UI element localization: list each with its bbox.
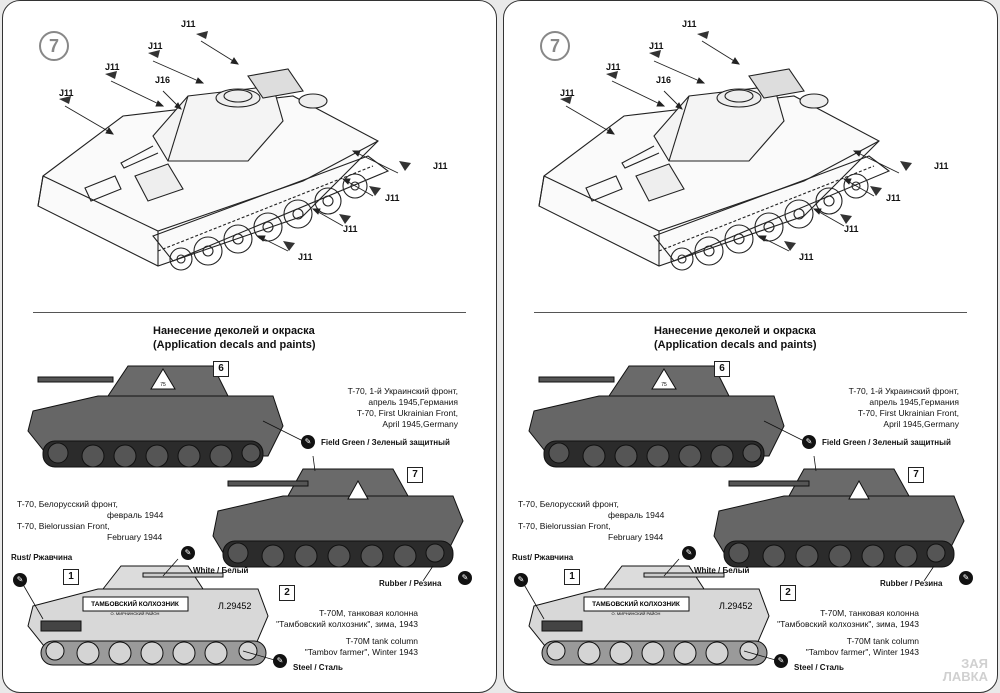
part-label-j11: J11 bbox=[105, 62, 120, 72]
instruction-sheet-right bbox=[503, 0, 998, 693]
instruction-sheet-left bbox=[2, 0, 497, 693]
paint-rubber-label: Rubber / Резина bbox=[880, 579, 943, 588]
paint-icon: ✎ bbox=[774, 654, 788, 668]
part-label-j16: J16 bbox=[155, 75, 171, 85]
decal-number-box: 1 bbox=[564, 569, 580, 585]
tank2-caption: T-70, Белорусский фронт, февраль 1944 T-70, Bielorussian Front, February 1944 bbox=[518, 499, 665, 542]
section-title: Нанесение деколей и окраска (Application decals and paints) bbox=[153, 325, 316, 351]
paint-field-green-label: Field Green / Зеленый защитный bbox=[822, 438, 951, 447]
section-title: Нанесение деколей и окраска (Application decals and paints) bbox=[654, 325, 817, 351]
part-label-j11: J11 bbox=[433, 161, 448, 171]
svg-text:О. МИРНИНСКИЙ РАЙОН: О. МИРНИНСКИЙ РАЙОН bbox=[611, 611, 661, 616]
step-number-badge: 7 bbox=[39, 31, 69, 61]
tank-profile-1 bbox=[28, 366, 283, 467]
paint-rust-label: Rust/ Ржавчина bbox=[512, 553, 574, 562]
decal-number-box: 6 bbox=[213, 361, 229, 377]
paint-icon: ✎ bbox=[458, 571, 472, 585]
svg-text:О. МИРНИНСКИЙ РАЙОН: О. МИРНИНСКИЙ РАЙОН bbox=[110, 611, 160, 616]
tank1-caption: T-70, 1-й Украинский фронт, апрель 1945,Германия T-70, First Ukrainian Front, April 1945,Germany bbox=[848, 386, 959, 429]
svg-text:75: 75 bbox=[661, 382, 667, 388]
paint-icon: ✎ bbox=[514, 573, 528, 587]
paint-white-label: White / Белый bbox=[193, 566, 249, 575]
tank-profile-1 bbox=[529, 366, 784, 467]
step-number-badge: 7 bbox=[540, 31, 570, 61]
part-label-j11: J11 bbox=[148, 41, 163, 51]
part-label-j11: J11 bbox=[886, 193, 901, 203]
paint-icon: ✎ bbox=[13, 573, 27, 587]
watermark: ЗАЯ ЛАВКА bbox=[942, 656, 988, 684]
part-label-j11: J11 bbox=[934, 161, 949, 171]
part-label-j11: J11 bbox=[560, 88, 575, 98]
paint-icon: ✎ bbox=[181, 546, 195, 560]
svg-text:ТАМБОВСКИЙ КОЛХОЗНИК: ТАМБОВСКИЙ КОЛХОЗНИК bbox=[91, 601, 179, 608]
paint-steel-label: Steel / Сталь bbox=[794, 663, 844, 672]
tank-profile-2 bbox=[213, 469, 463, 567]
paint-rust-label: Rust/ Ржавчина bbox=[11, 553, 73, 562]
paint-icon: ✎ bbox=[959, 571, 973, 585]
part-label-j11: J11 bbox=[181, 19, 196, 29]
part-label-j11: J11 bbox=[59, 88, 74, 98]
paint-profiles bbox=[504, 1, 998, 693]
decal-number-box: 7 bbox=[908, 467, 924, 483]
part-label-j11: J11 bbox=[799, 252, 814, 262]
tank3-caption: T-70M, танковая колонна "Тамбовский колхозник", зима, 1943 T-70M tank column "Tambov farmer", Winter 1943 bbox=[276, 608, 418, 657]
svg-text:75: 75 bbox=[160, 382, 166, 388]
paint-white-label: White / Белый bbox=[694, 566, 750, 575]
part-label-j11: J11 bbox=[298, 252, 313, 262]
decal-number-box: 2 bbox=[279, 585, 295, 601]
svg-text:Л.29452: Л.29452 bbox=[719, 601, 753, 611]
tank-profile-2 bbox=[714, 469, 964, 567]
paint-steel-label: Steel / Сталь bbox=[293, 663, 343, 672]
paint-icon: ✎ bbox=[301, 435, 315, 449]
part-label-j11: J11 bbox=[385, 193, 400, 203]
decal-number-box: 7 bbox=[407, 467, 423, 483]
decal-number-box: 1 bbox=[63, 569, 79, 585]
paint-profiles bbox=[3, 1, 497, 693]
svg-text:Л.29452: Л.29452 bbox=[218, 601, 252, 611]
paint-icon: ✎ bbox=[682, 546, 696, 560]
part-label-j11: J11 bbox=[606, 62, 621, 72]
part-label-j16: J16 bbox=[656, 75, 672, 85]
paint-field-green-label: Field Green / Зеленый защитный bbox=[321, 438, 450, 447]
paint-icon: ✎ bbox=[802, 435, 816, 449]
part-label-j11: J11 bbox=[682, 19, 697, 29]
part-label-j11: J11 bbox=[844, 224, 859, 234]
part-label-j11: J11 bbox=[649, 41, 664, 51]
tank2-caption: T-70, Белорусский фронт, февраль 1944 T-70, Bielorussian Front, February 1944 bbox=[17, 499, 164, 542]
tank3-caption: T-70M, танковая колонна "Тамбовский колхозник", зима, 1943 T-70M tank column "Tambov farmer", Winter 1943 bbox=[777, 608, 919, 657]
svg-text:ТАМБОВСКИЙ КОЛХОЗНИК: ТАМБОВСКИЙ КОЛХОЗНИК bbox=[592, 601, 680, 608]
decal-number-box: 2 bbox=[780, 585, 796, 601]
tank1-caption: T-70, 1-й Украинский фронт, апрель 1945,Германия T-70, First Ukrainian Front, April 1945,Germany bbox=[347, 386, 458, 429]
part-label-j11: J11 bbox=[343, 224, 358, 234]
paint-icon: ✎ bbox=[273, 654, 287, 668]
decal-number-box: 6 bbox=[714, 361, 730, 377]
paint-rubber-label: Rubber / Резина bbox=[379, 579, 442, 588]
